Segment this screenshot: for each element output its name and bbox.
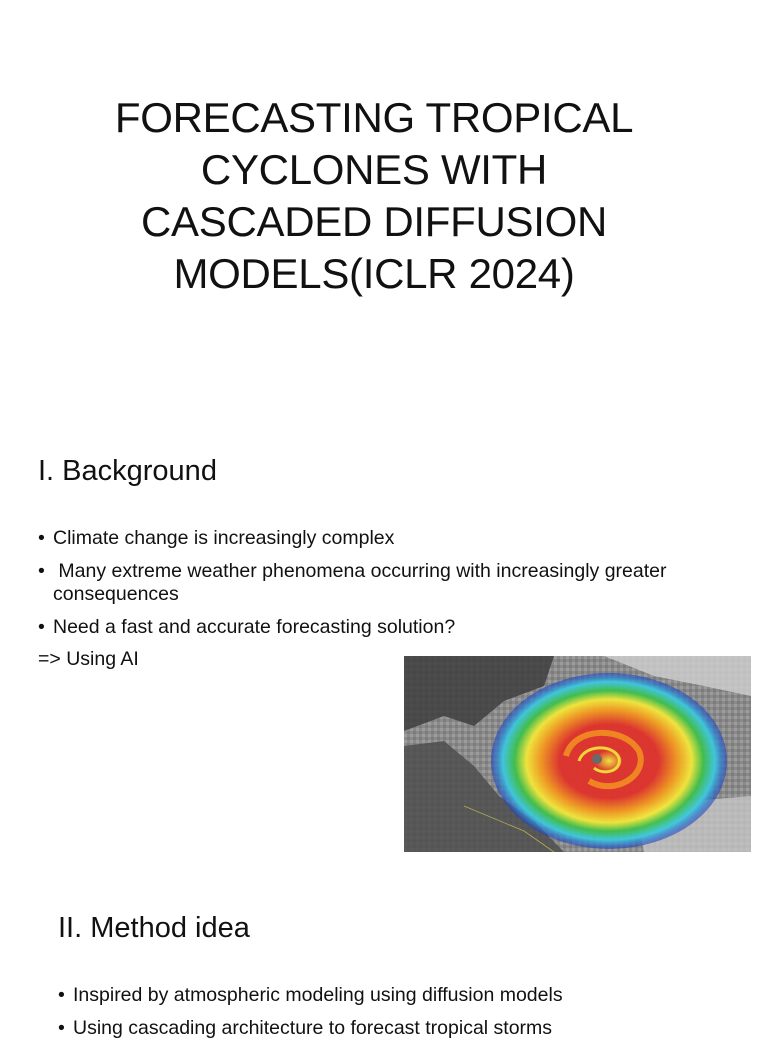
method-heading: II. Method idea [58, 912, 250, 944]
title-line-4: MODELS(ICLR 2024) [173, 250, 575, 297]
title-line-1: FORECASTING TROPICAL [114, 94, 634, 141]
list-item [38, 616, 678, 639]
list-item [38, 560, 678, 606]
bullet-text: Inspired by atmospheric modeling using diffusion models [73, 984, 563, 1006]
bullet-dot: • [58, 984, 65, 1006]
satellite-cyclone-icon [404, 656, 751, 852]
method-bullet-list [58, 984, 738, 1050]
title-line-3: CASCADED DIFFUSION [141, 198, 607, 245]
list-item [58, 1017, 738, 1040]
list-item [58, 984, 738, 1007]
bullet-dot: • [38, 616, 45, 638]
title-line-2: CYCLONES WITH [200, 146, 548, 193]
bullet-text: Need a fast and accurate forecasting solution? [53, 616, 456, 638]
bullet-dot: • [58, 1017, 65, 1039]
background-heading: I. Background [38, 455, 217, 487]
list-item [38, 527, 678, 550]
bullet-text: Climate change is increasingly complex [53, 527, 395, 549]
satellite-cyclone-image [404, 656, 751, 852]
bullet-dot: • [38, 527, 45, 549]
slide-title [90, 92, 658, 300]
bullet-text: Using cascading architecture to forecast tropical storms [73, 1017, 553, 1039]
background-conclusion: => Using AI [38, 648, 139, 670]
bullet-text: Many extreme weather phenomena occurring with increasingly greater consequences [53, 560, 672, 605]
bullet-dot: • [38, 560, 45, 582]
background-bullet-list [38, 527, 678, 649]
